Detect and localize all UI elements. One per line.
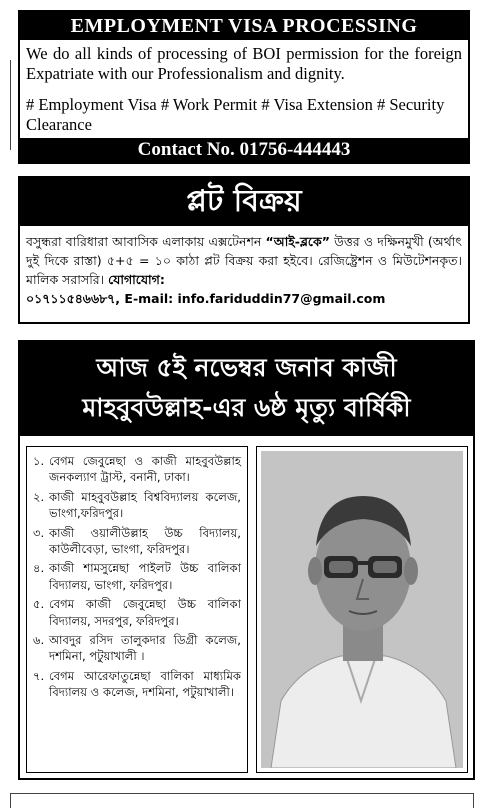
description-part: বসুন্ধরা বারিধারা আবাসিক এলাকায় এক্সটেনশন <box>26 234 266 249</box>
list-item <box>33 489 241 522</box>
ad-title: প্লট বিক্রয় <box>20 178 468 226</box>
item-text: বেগম জেবুন্নেছা ও কাজী মাহবুবউল্লাহ জনকল্যাণ ট্রাস্ট, বনানী, ঢাকা। <box>49 454 241 485</box>
service-list: # Employment Visa # Work Permit # Visa Extension # Security Clearance <box>26 95 445 134</box>
column-rule <box>0 60 11 150</box>
item-text: কাজী শামসুন্নেছা পাইলট উচ্চ বালিকা বিদ্যালয়, ভাংগা, ফরিদপুর। <box>49 561 241 592</box>
item-number: ৭. <box>33 668 45 683</box>
list-item <box>33 453 241 486</box>
ad-title: EMPLOYMENT VISA PROCESSING <box>20 12 468 40</box>
ad-description: We do all kinds of processing of BOI permission for the foreign Expatriate with our Professionalism and dignity. <box>26 44 462 83</box>
title-line-1: আজ ৫ই নভেম্বর জনাব কাজী <box>96 353 397 382</box>
list-item <box>33 560 241 593</box>
list-item <box>33 632 241 665</box>
notice-title <box>20 342 473 436</box>
contact-number: Contact No. 01756-444443 <box>20 138 468 162</box>
plot-sale-ad <box>18 176 470 324</box>
death-anniversary-notice <box>18 340 475 780</box>
item-number: ২. <box>33 489 45 504</box>
next-ad-border <box>10 793 474 808</box>
title-line-2: মাহবুবউল্লাহ-এর ৬ষ্ঠ মৃত্যু বার্ষিকী <box>82 393 411 422</box>
list-item <box>33 668 241 701</box>
item-text: কাজী ওয়ালীউল্লাহ উচ্চ বিদ্যালয়, কাউলীবেড়া, ভাংগা, ফরিদপুর। <box>49 525 241 557</box>
item-number: ৩. <box>33 525 45 540</box>
contact-info: ০১৭১১৫৪৬৬৮৭, E-mail: info.fariduddin77@gmail.com <box>26 291 386 306</box>
contact-label: যোগাযোগ: <box>108 272 165 287</box>
item-number: ৬. <box>33 633 45 648</box>
item-text: বেগম কাজী জেবুন্নেছা উচ্চ বালিকা বিদ্যালয়, সদরপুর, ফরিদপুর। <box>49 597 241 628</box>
block-name: “আই-ব্লকে” <box>265 234 330 249</box>
item-number: ৫. <box>33 597 45 612</box>
portrait-frame <box>256 446 468 773</box>
ad-description <box>26 232 462 308</box>
item-number: ১. <box>33 454 45 468</box>
list-item <box>33 525 241 558</box>
item-text: আবদুর রসিদ তালুকদার ডিগ্রী কলেজ, দশমিনা, পটুয়াখালী । <box>49 633 241 664</box>
item-number: ৪. <box>33 561 45 576</box>
visa-processing-ad <box>18 10 470 164</box>
institution-list <box>26 446 248 773</box>
description-part: উত্তর ও দক্ষিনমুখী (অর্থাৎ দুই দিকে রাস্তা) ৫+৫ = ১০ কাঠা প্লট বিক্রয় করা হইবে। রেজিষ্ট্রেশন ও মিউটেশনকৃত। মালিক সরাসরি। <box>26 234 462 287</box>
portrait-illustration <box>261 451 463 768</box>
item-text: কাজী মাহবুবউল্লাহ বিশ্ববিদ্যালয় কলেজ, ভাংগা,ফরিদপুর। <box>49 489 241 521</box>
list-item <box>33 596 241 629</box>
item-text: বেগম আরেফাতুন্নেছা বালিকা মাধ্যমিক বিদ্যালয় ও কলেজ, দশমিনা, পটুয়াখালী। <box>49 668 241 700</box>
portrait-photo <box>261 451 463 768</box>
